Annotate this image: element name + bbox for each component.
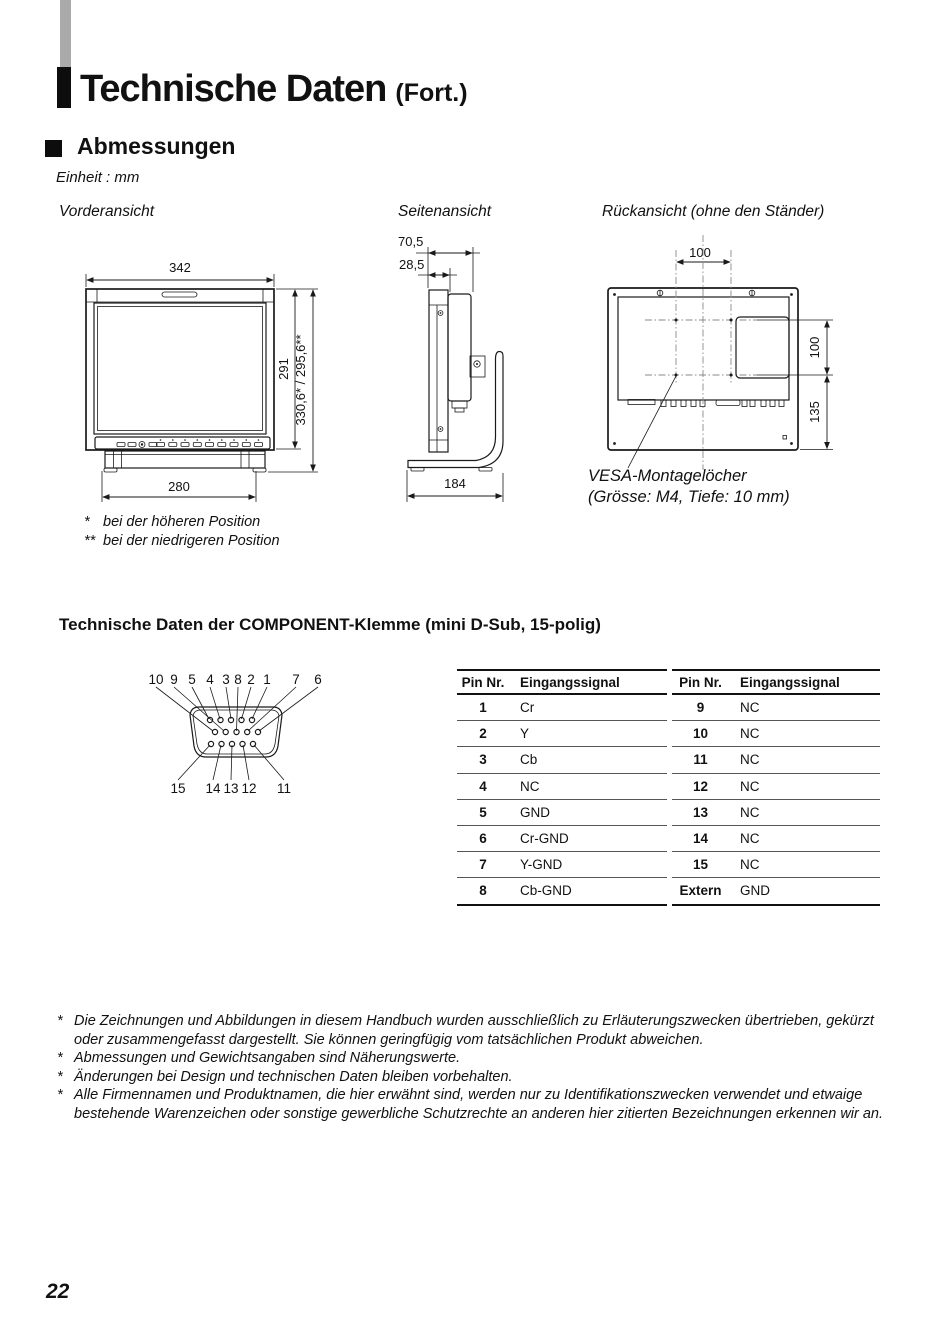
side-dim-285: 28,5 <box>399 257 425 272</box>
connector-pin-diagram <box>138 663 343 803</box>
front-dim-height-total <box>268 290 318 472</box>
header-black-bar <box>57 67 71 108</box>
side-dim-705: 70,5 <box>398 234 424 249</box>
front-dim-342: 342 <box>169 260 191 275</box>
table-row: 5 GND <box>457 799 667 825</box>
rear-vesa-plate <box>675 317 790 378</box>
connector-bottom-labels <box>170 781 291 796</box>
front-dim-330: 330,6* / 295,6** <box>293 334 308 426</box>
side-dim-base <box>407 470 503 502</box>
svg-text:12: 12 <box>241 781 257 796</box>
svg-text:11: 11 <box>276 781 292 796</box>
front-stand <box>104 451 266 472</box>
side-stand <box>408 352 503 472</box>
svg-text:7: 7 <box>292 672 300 687</box>
footnotes <box>57 1012 917 1124</box>
footnote: * Alle Firmennamen und Produktnamen, die hier erwähnt sind, werden nur zu Identifikationszwecken verwendet und etwaige bestehende Warenzeichen oder sonstige gewerbliche Schutzrechte an anderen hier zitierten Bezeichnungen erkennen wir an. <box>57 1087 884 1122</box>
connector-pins <box>207 717 260 746</box>
footnote: * Änderungen bei Design und technischen Daten bleiben vorbehalten. <box>57 1068 513 1085</box>
svg-text:15: 15 <box>170 781 186 796</box>
position-notes <box>84 513 280 551</box>
svg-text:2: 2 <box>247 672 255 687</box>
page-title-text: Technische Daten <box>80 68 387 110</box>
svg-text:13: 13 <box>223 781 239 796</box>
front-menu-buttons <box>157 439 263 446</box>
front-view-drawing <box>50 225 330 515</box>
table-row: 8 Cb-GND <box>457 878 667 905</box>
rear-dim-right <box>757 320 833 450</box>
table-row: 4 NC <box>457 773 667 799</box>
svg-text:6: 6 <box>314 672 322 687</box>
rear-centerlines <box>645 235 757 470</box>
pin-table-1 <box>457 669 667 906</box>
rear-dim-hole-spacing-h <box>677 245 730 262</box>
front-dim-width-base <box>102 471 256 502</box>
vesa-leader-line <box>628 376 676 468</box>
side-view-drawing <box>390 225 520 515</box>
svg-text:10: 10 <box>148 672 164 687</box>
unit-note: Einheit : mm <box>56 169 140 186</box>
table-row: 15 NC <box>672 852 880 878</box>
front-dim-291: 291 <box>276 358 291 380</box>
side-monitor-body <box>429 290 485 452</box>
rear-body <box>608 235 798 470</box>
svg-text:8: 8 <box>234 672 242 687</box>
table-row: 6 Cr-GND <box>457 825 667 851</box>
position-note-low: ** bei der niedrigeren Position <box>84 533 280 549</box>
front-dim-280: 280 <box>168 479 190 494</box>
table-row: 10 NC <box>672 721 880 747</box>
table-row: Extern GND <box>672 878 880 905</box>
side-view-label: Seitenansicht <box>398 203 492 220</box>
section-heading: Abmessungen <box>77 133 236 159</box>
rear-dim-135: 135 <box>807 401 822 423</box>
section-bullet-square <box>45 140 62 157</box>
svg-text:9: 9 <box>170 672 178 687</box>
svg-text:5: 5 <box>188 672 196 687</box>
page-number: 22 <box>46 1280 70 1303</box>
side-dim-184: 184 <box>444 476 466 491</box>
table-row: 3 Cb <box>457 747 667 773</box>
page-title <box>80 68 468 111</box>
connector-shell <box>190 707 282 757</box>
rear-dim-100-top: 100 <box>689 245 711 260</box>
table-row: 1 Cr <box>457 694 667 721</box>
connector-leader-lines <box>156 687 318 780</box>
footnote: * Die Zeichnungen und Abbildungen in diesem Handbuch wurden ausschließlich zu Erläuterungszwecken übertrieben, gekürzt oder zusammengefasst dargestellt. Sie können geringfügig vom tatsächlichen Produkt abweichen. <box>57 1013 874 1048</box>
svg-text:14: 14 <box>205 781 221 796</box>
vesa-note <box>588 466 790 508</box>
header-gray-bar <box>60 0 71 67</box>
connector-top-labels <box>148 672 321 687</box>
rear-dim-100-side: 100 <box>807 336 822 359</box>
page-title-suffix: (Fort.) <box>395 79 468 107</box>
vesa-note-line2: (Grösse: M4, Tiefe: 10 mm) <box>588 488 790 506</box>
front-dim-width-top <box>86 260 274 287</box>
vesa-note-line1: VESA-Montagelöcher <box>588 467 747 485</box>
front-control-strip <box>95 437 270 449</box>
pin-table-2 <box>672 669 880 906</box>
svg-text:1: 1 <box>263 672 271 687</box>
position-note-high: * bei der höheren Position <box>84 514 261 530</box>
table-header-row: Pin Nr. Eingangssignal <box>457 670 667 694</box>
table-row: 11 NC <box>672 747 880 773</box>
front-monitor-outline <box>86 289 274 450</box>
rear-view-label: Rückansicht (ohne den Ständer) <box>602 203 825 220</box>
table-row: 7 Y-GND <box>457 852 667 878</box>
table-row: 2 Y <box>457 721 667 747</box>
table-row: 9 NC <box>672 694 880 721</box>
table-row: 12 NC <box>672 773 880 799</box>
front-view-label: Vorderansicht <box>59 203 155 220</box>
svg-text:4: 4 <box>206 672 214 687</box>
table-row: 13 NC <box>672 799 880 825</box>
table-row: 14 NC <box>672 825 880 851</box>
component-section-heading: Technische Daten der COMPONENT-Klemme (mini D-Sub, 15-polig) <box>59 615 601 634</box>
table-header-row: Pin Nr. Eingangssignal <box>672 670 880 694</box>
svg-text:3: 3 <box>222 672 230 687</box>
footnote: * Abmessungen und Gewichtsangaben sind Näherungswerte. <box>57 1050 461 1067</box>
